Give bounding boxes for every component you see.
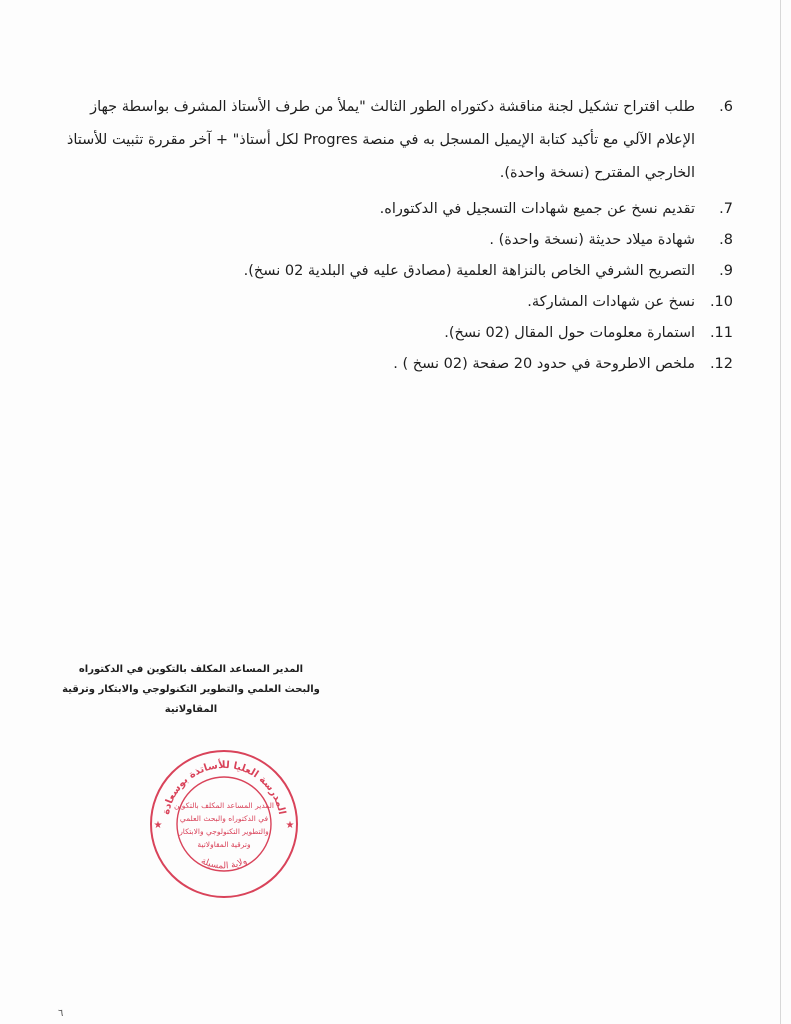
signature-block xyxy=(41,660,341,720)
item-number: .8 xyxy=(719,232,733,248)
item-text: نسخ عن شهادات المشاركة. xyxy=(527,294,695,310)
stamp-bottom-text: ولاية المسيلة xyxy=(199,856,249,872)
item-text: تقديم نسخ عن جميع شهادات التسجيل في الدكتوراه. xyxy=(379,201,695,217)
stamp-star-right: ★ xyxy=(285,820,295,831)
item-number: .6 xyxy=(719,99,733,115)
list-item xyxy=(53,291,733,314)
item-number: .11 xyxy=(709,325,733,341)
item-number: .12 xyxy=(709,356,733,372)
signature-title-line-1: المدير المساعد المكلف بالتكوين في الدكتوراه xyxy=(78,664,304,675)
item-text: استمارة معلومات حول المقال (02 نسخ). xyxy=(444,325,695,341)
list-item xyxy=(53,229,733,252)
stamp-outer-ring xyxy=(151,751,297,897)
stamp-outer-text: المدرسة العليا للأساتذة بوسعادة xyxy=(160,759,288,816)
signature-title-line-2: والبحث العلمي والتطوير التكنولوجي والابتكار وترقية المقاولاتية xyxy=(62,684,320,715)
page-edge-line xyxy=(780,0,781,1024)
page-mark: ٦ xyxy=(58,1008,64,1019)
item-number: .7 xyxy=(719,201,733,217)
item-number: .9 xyxy=(719,263,733,279)
list-item xyxy=(53,96,733,190)
stamp-inner-line-4: وترقية المقاولاتية xyxy=(197,840,251,849)
item-text: التصريح الشرفي الخاص بالنزاهة العلمية (مصادق عليه في البلدية 02 نسخ). xyxy=(243,263,695,279)
official-stamp xyxy=(148,748,300,900)
item-text: شهادة ميلاد حديثة (نسخة واحدة) . xyxy=(489,232,695,248)
stamp-inner-line-1: المدير المساعد المكلف بالتكوين xyxy=(174,801,274,810)
requirements-list xyxy=(53,96,733,384)
list-item xyxy=(53,322,733,345)
item-number: .10 xyxy=(709,294,733,310)
item-text: طلب اقتراح تشكيل لجنة مناقشة دكتوراه الطور الثالث "يملأ من طرف الأستاذ المشرف بواسطة جهاز الإعلام الآلي مع تأكيد كتابة الإيميل المسجل به في منصة Progres لكل أستاذ" + آخر مقررة تثبيت للأستاذ الخارجي المقترح (نسخة واحدة). xyxy=(66,99,695,181)
stamp-inner-line-3: والتطوير التكنولوجي والابتكار xyxy=(179,827,269,836)
list-item xyxy=(53,198,733,221)
stamp-star-left: ★ xyxy=(153,820,163,831)
stamp-inner-line-2: في الدكتوراه والبحث العلمي xyxy=(179,814,269,823)
item-text: ملخص الاطروحة في حدود 20 صفحة (02 نسخ ) . xyxy=(393,356,695,372)
list-item xyxy=(53,260,733,283)
stamp-inner-ring xyxy=(177,777,271,871)
list-item xyxy=(53,353,733,376)
